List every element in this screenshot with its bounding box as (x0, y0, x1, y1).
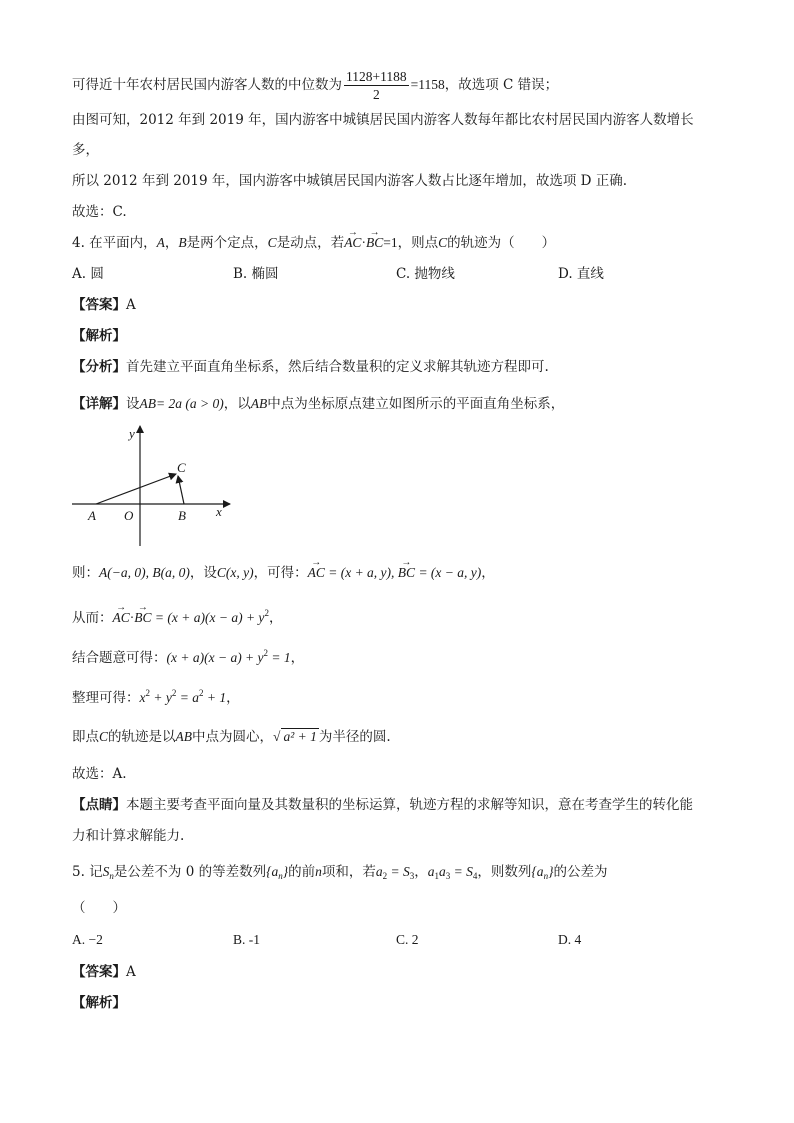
text: 设 (126, 396, 140, 412)
text-line: 故选：A. (72, 766, 127, 782)
vector-bc: → BC (398, 563, 415, 583)
superscript: 2 (171, 688, 177, 698)
dot-operator: · (361, 235, 366, 250)
vector-bc: → BC (366, 233, 383, 253)
fraction (344, 68, 409, 103)
answer-value: A (126, 964, 136, 980)
math: = (x + a)(x − a) + y (151, 610, 265, 625)
math: B (178, 235, 187, 250)
subscript: 3 (445, 871, 451, 881)
analysis-label: 【解析】 (72, 328, 126, 344)
text: 可得近十年农村居民国内游客人数的中位数为 (72, 77, 342, 93)
option-b: B. -1 (233, 932, 260, 947)
text: 结合题意可得： (72, 650, 167, 666)
math: = S (450, 864, 473, 879)
option-a: A. 圆 (72, 266, 104, 282)
sqrt-radicand: a² + 1 (283, 729, 317, 744)
question-4-stem (72, 233, 555, 253)
text: ，设 (189, 565, 217, 581)
point-b-label: B (178, 508, 186, 523)
option-c: C. 2 (396, 932, 419, 947)
question-5-stem (72, 862, 607, 886)
option-c: C. 抛物线 (396, 266, 455, 282)
dianjing-line-1 (72, 795, 693, 815)
text: 是公差不为 0 的等差数列 (113, 864, 267, 880)
math: a (427, 864, 435, 879)
math: AB (139, 396, 156, 411)
text: ，则数列 (477, 864, 532, 880)
math: = 1 (268, 650, 291, 665)
answer-line (72, 295, 136, 315)
text: ，则点 (397, 235, 439, 251)
math: C (99, 729, 109, 744)
text: 的轨迹是以 (108, 729, 176, 745)
text: 5. 记 (72, 864, 103, 880)
math: A (156, 235, 165, 250)
math: C (438, 235, 448, 250)
text: 中点为圆心， (192, 729, 274, 745)
superscript: 2 (264, 608, 269, 618)
text: ， (226, 690, 240, 706)
fenxi-tag: 【分析】 (72, 359, 126, 375)
sqrt-sign: √ (273, 729, 281, 744)
vector-ac: → AC (344, 233, 361, 253)
fraction-denominator: 2 (372, 87, 380, 102)
text: ，可得： (253, 565, 308, 581)
fraction-numerator: 1128+1188 (346, 69, 407, 84)
text-line: 故选：C. (72, 204, 127, 220)
text: 项和，若 (321, 864, 376, 880)
answer-line (72, 962, 136, 982)
question-4-options (72, 264, 722, 284)
fenxi-line (72, 357, 549, 377)
step-coordinates (72, 563, 495, 583)
step-conclusion (72, 727, 391, 747)
math: a (375, 864, 383, 879)
vector-ac-arrow (96, 474, 176, 504)
text: 即点 (72, 729, 99, 745)
step-dot-product (72, 603, 282, 628)
vector-bc: → BC (134, 608, 151, 628)
xiangjie-line (72, 394, 564, 414)
option-a: A. −2 (72, 932, 103, 947)
text: 是动点，若 (276, 235, 345, 251)
xiangjie-tag: 【详解】 (72, 396, 126, 412)
point-c-label: C (177, 460, 186, 475)
math: = a (176, 690, 199, 705)
option-b: B. 椭圆 (233, 266, 279, 282)
text-line: 由图可知，2012 年到 2019 年，国内游客中城镇居民国内游客人数每年都比农村居民国内游客人数增长 (72, 112, 694, 128)
subscript: 3 (409, 871, 415, 881)
step-simplify (72, 683, 240, 708)
answer-tag: 【答案】 (72, 297, 126, 313)
superscript: 2 (145, 688, 150, 698)
math: (x + a)(x − a) + y (166, 650, 264, 665)
text: 4. 在平面内， (72, 235, 157, 251)
equation: =1 (383, 235, 398, 250)
math: = (x + a, y), (324, 565, 398, 580)
text: 整理可得： (72, 690, 140, 706)
text: ，故选项 C 错误； (444, 77, 559, 93)
text: 的前 (288, 864, 316, 880)
text: ， (290, 650, 305, 666)
coordinate-figure (66, 420, 246, 550)
math: {a (531, 864, 544, 879)
vector-ac: → AC (113, 608, 130, 628)
math: = (x − a, y) (415, 565, 482, 580)
superscript: 2 (198, 688, 204, 698)
superscript: 2 (263, 648, 269, 658)
vector-bc-arrow (178, 476, 184, 504)
question-5-options (72, 930, 722, 950)
y-axis-label: y (129, 426, 135, 441)
text: 的轨迹为（ ） (447, 235, 556, 251)
text: 首先建立平面直角坐标系，然后结合数量积的定义求解其轨迹方程即可. (126, 359, 549, 375)
math: } (282, 864, 289, 879)
text-line: 所以 2012 年到 2019 年，国内游客中城镇居民国内游客人数占比逐年增加，故选项 D 正确. (72, 173, 628, 189)
math: + 1 (203, 690, 227, 705)
math: {a (266, 864, 279, 879)
subscript: n (543, 871, 549, 881)
text: 为半径的圆. (318, 729, 391, 745)
text: 是两个定点， (186, 235, 268, 251)
subscript: 4 (472, 871, 478, 881)
math: AB (250, 396, 268, 411)
math: A(−a, 0), B(a, 0) (99, 565, 190, 580)
math: AB (175, 729, 193, 744)
step-combine (72, 643, 304, 668)
point-a-label: A (88, 508, 96, 523)
subscript: n (109, 871, 114, 881)
subscript: 2 (382, 871, 388, 881)
median-sentence (72, 66, 558, 104)
equation: =1158 (410, 77, 445, 92)
text-line: 多， (72, 142, 99, 158)
text: 的公差为 (553, 864, 608, 880)
analysis-label: 【解析】 (72, 995, 126, 1011)
analysis-tag (72, 993, 126, 1013)
answer-value: A (126, 297, 136, 313)
math: C (267, 235, 277, 250)
math: = S (387, 864, 410, 879)
text: ， (481, 565, 495, 581)
text: 从而： (72, 610, 113, 626)
origin-label: O (124, 508, 134, 523)
text: ， (164, 235, 179, 251)
math: = 2a (a > 0) (156, 396, 224, 411)
subscript: n (278, 871, 283, 881)
math: C(x, y) (216, 565, 254, 580)
text: ，以 (223, 396, 251, 412)
x-axis-label: x (216, 504, 222, 519)
math: S (102, 864, 110, 879)
text: 本题主要考查平面向量及其数量积的坐标运算，轨迹方程的求解等知识，意在考查学生的转化能 (126, 797, 693, 813)
subscript: 1 (434, 871, 440, 881)
text: ， (414, 864, 428, 880)
dot-operator: · (129, 610, 135, 625)
question-5-paren: （ ） (72, 900, 126, 916)
analysis-tag (72, 326, 126, 346)
math: } (548, 864, 554, 879)
math: a (439, 864, 446, 879)
vector-ac: → AC (308, 563, 325, 583)
option-d: D. 直线 (558, 266, 604, 282)
math: x (139, 690, 146, 705)
dianjing-line-2: 力和计算求解能力. (72, 828, 185, 844)
text: 则： (72, 565, 99, 581)
text: ， (268, 610, 283, 626)
math: + y (150, 690, 172, 705)
dianjing-tag: 【点睛】 (72, 797, 126, 813)
answer-tag: 【答案】 (72, 964, 126, 980)
text: 中点为坐标原点建立如图所示的平面直角坐标系， (267, 396, 565, 412)
option-d: D. 4 (558, 932, 582, 947)
math: n (315, 864, 322, 879)
